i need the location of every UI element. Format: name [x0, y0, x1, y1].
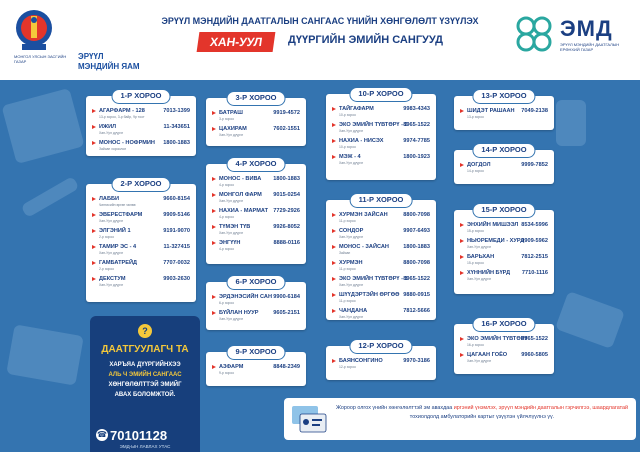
pharmacy-name: МОНОС - ЗАЙСАН [339, 244, 389, 250]
khoroo-label: 14-Р ХОРОО [472, 143, 535, 158]
pharmacy-entry [460, 162, 548, 174]
pharmacy-entry [332, 106, 430, 118]
pharmacy-address: Хан-Уул дүүрэг [99, 250, 124, 255]
pharmacy-entry [460, 270, 548, 282]
id-cards-icon [290, 402, 328, 436]
pill-pack-decoration [1, 88, 84, 164]
pharmacy-address: 12-р хороо [339, 364, 356, 369]
pharmacy-name: ХУРМЭН [339, 260, 363, 266]
bullet-arrow-icon [212, 193, 216, 197]
pharmacy-entry [212, 310, 300, 322]
pharmacy-name: ХҮННИЙН БҮРД [467, 270, 511, 276]
bullet-arrow-icon [212, 177, 216, 181]
pharmacy-entry [212, 126, 300, 138]
pharmacy-entry [460, 352, 548, 364]
bullet-arrow-icon [332, 107, 336, 111]
pharmacy-entry [460, 108, 548, 120]
emd-logo-subtitle: ЭРҮҮЛ МЭНДИЙН ДААТГАЛЫН ЕРӨНХИЙ ГАЗАР [560, 42, 620, 52]
pharmacy-entry [212, 224, 300, 236]
pharmacy-phone[interactable]: 9909-5146 [163, 212, 190, 218]
khoroo-card [454, 145, 554, 184]
pharmacy-name: ЭНГҮҮН [219, 240, 241, 246]
info-line-highlight: АЛЬ Ч ЭМИЙН САНГААС [108, 372, 182, 378]
bullet-arrow-icon [92, 213, 96, 217]
pharmacy-phone[interactable]: 9900-6184 [273, 294, 300, 300]
bullet-arrow-icon [332, 213, 336, 217]
bullet-arrow-icon [460, 255, 464, 259]
khoroo-label: 11-Р ХОРОО [350, 193, 413, 208]
pharmacy-address: Зайсан [339, 250, 351, 255]
pharmacy-address: Хан-Уул дүүрэг [339, 314, 364, 319]
pharmacy-phone[interactable]: 7729-2926 [273, 208, 300, 214]
khoroo-card [86, 91, 196, 156]
pharmacy-phone[interactable]: 8848-2349 [273, 364, 300, 370]
khoroo-label: 4-Р ХОРОО [227, 157, 286, 172]
pharmacy-phone[interactable]: 9015-0254 [273, 192, 300, 198]
capsule-decoration [555, 291, 625, 349]
pharmacy-name: МОНОС - НОФРМИН [99, 140, 155, 146]
government-label: МОНГОЛ УЛСЫН ЗАСГИЙН ГАЗАР [14, 54, 67, 64]
pharmacy-name: ЭРДЭНЭСИЙН САН [219, 294, 272, 300]
pharmacy-address: Хан-Уул дүүрэг [219, 198, 244, 203]
ministry-name: ЭРҮҮЛ МЭНДИЙН ЯАМ [78, 52, 140, 71]
pharmacy-address: Хан-Уул дүүрэг [219, 316, 244, 321]
bullet-arrow-icon [92, 277, 96, 281]
phone-icon: ☎ [97, 430, 107, 439]
bullet-arrow-icon [460, 163, 464, 167]
pharmacy-name: ЛАББИ [99, 196, 120, 202]
pharmacy-address: Хан-Уул дүүрэг [467, 276, 492, 281]
khoroo-label: 9-Р ХОРОО [227, 345, 286, 360]
prescription-notice [284, 398, 636, 440]
syringe-decoration [21, 176, 80, 218]
emd-logo-icon [514, 14, 554, 54]
pharmacy-entry [92, 140, 190, 152]
bullet-arrow-icon [332, 293, 336, 297]
pharmacy-entry [92, 196, 190, 208]
pharmacy-name: МОНОС - ВИВА [219, 176, 262, 182]
khoroo-label: 10-Р ХОРОО [349, 87, 412, 102]
pharmacy-name: НАХИА - НИСЭХ [339, 138, 384, 144]
pharmacy-phone[interactable]: 9880-0915 [403, 292, 430, 298]
khoroo-label: 15-Р ХОРОО [472, 203, 535, 218]
pharmacy-entry [92, 244, 190, 256]
pharmacy-address: Хан-Уул дүүрэг [339, 128, 364, 133]
page-subtitle: ЭРҮҮЛ МЭНДИЙН ДААТГАЛЫН САНГААС ҮНИЙН ХӨНГӨЛӨЛТ ҮЗҮҮЛЭХ [161, 16, 479, 26]
khoroo-card [86, 179, 196, 302]
pharmacy-entry [332, 244, 430, 256]
info-line: АВАХ БОЛОМЖТОЙ. [114, 392, 176, 398]
pharmacy-phone[interactable]: 8800-7098 [403, 260, 430, 266]
bullet-arrow-icon [92, 245, 96, 249]
pharmacy-phone[interactable]: 9960-5805 [521, 352, 548, 358]
khoroo-card [326, 89, 436, 180]
pharmacy-address: Хан-Уул дүүрэг [339, 234, 364, 239]
pharmacy-entry [212, 208, 300, 220]
khoroo-card [454, 319, 554, 374]
pharmacy-phone[interactable]: 8965-1522 [403, 122, 430, 128]
pharmacy-name: ИЖИЛ [99, 124, 117, 130]
bullet-arrow-icon [460, 337, 464, 341]
pharmacy-phone[interactable]: 9974-7785 [403, 138, 430, 144]
header [0, 0, 640, 80]
khoroo-card [206, 277, 306, 330]
pharmacy-entry [92, 108, 190, 120]
bullet-arrow-icon [212, 295, 216, 299]
question-icon: ? [138, 324, 152, 338]
pharmacy-address: Хан-Уул дүүрэг [467, 244, 492, 249]
pharmacy-entry [332, 138, 430, 150]
pharmacy-entry [212, 294, 300, 306]
pharmacy-entry [332, 276, 430, 288]
pharmacy-phone[interactable]: 8888-0116 [273, 240, 300, 246]
pharmacy-name: ДЕКСТУМ [99, 276, 126, 282]
pharmacy-entry [92, 228, 190, 240]
blister-decoration [6, 324, 84, 385]
bullet-arrow-icon [212, 241, 216, 245]
pharmacy-address: 2-р хороо [99, 266, 115, 271]
pharmacy-phone[interactable]: 8800-7098 [403, 212, 430, 218]
pharmacy-name: ЦАГААН ГОЁО [467, 352, 508, 358]
pharmacy-phone[interactable]: 9970-3186 [403, 358, 430, 364]
pharmacy-phone[interactable]: 9926-8052 [273, 224, 300, 230]
pharmacy-entry [332, 292, 430, 304]
pharmacy-name: ЭЛГЭНИЙ 1 [99, 228, 131, 234]
bullet-arrow-icon [332, 277, 336, 281]
pharmacy-phone[interactable]: 7013-1399 [163, 108, 190, 114]
bullet-arrow-icon [212, 311, 216, 315]
khoroo-label: 3-Р ХОРОО [227, 91, 286, 106]
bullet-arrow-icon [92, 125, 96, 129]
pharmacy-phone[interactable]: 7602-1551 [273, 126, 300, 132]
pharmacy-entry [92, 260, 190, 272]
pharmacy-address: 15-р хороо [467, 228, 484, 233]
bullet-arrow-icon [460, 239, 464, 243]
pharmacy-entry [460, 238, 548, 250]
khoroo-card [206, 159, 306, 264]
pharmacy-entry [212, 192, 300, 204]
pharmacy-name: СОНДОР [339, 228, 364, 234]
pharmacy-entry [92, 212, 190, 224]
pill-bottle-decoration [556, 100, 586, 146]
pharmacy-phone[interactable]: 9660-8154 [163, 196, 190, 202]
khoroo-label: 13-Р ХОРОО [472, 89, 535, 104]
pharmacy-name: ГАМБАТРЕЙД [99, 260, 137, 266]
khoroo-card [454, 91, 554, 130]
pharmacy-address: 6-р хороо [219, 300, 235, 305]
pharmacy-name: АЗФАРМ [219, 364, 244, 370]
pharmacy-phone[interactable]: 11-327415 [163, 244, 190, 250]
bullet-arrow-icon [332, 309, 336, 313]
pharmacy-phone[interactable]: 8965-1522 [403, 276, 430, 282]
hotline-label: ЭМД-ЫН ЛАВЛАХ УТАС [119, 444, 171, 449]
pharmacy-name: ХУРМЭН ЗАЙСАН [339, 212, 388, 218]
khoroo-label: 12-Р ХОРОО [349, 339, 412, 354]
pharmacy-name: МОНГОЛ ФАРМ [219, 192, 262, 198]
pharmacy-entry [212, 240, 300, 252]
pharmacy-address: 4-р хороо [219, 246, 235, 251]
pharmacy-address: 11-р хороо [339, 266, 356, 271]
info-line: ХӨНГӨЛӨЛТТЭЙ ЭМИЙГ [108, 382, 182, 388]
pharmacy-name: БАЯНСОНГИНО [339, 358, 383, 364]
pharmacy-entry [92, 276, 190, 288]
pharmacy-address: Зайсан хороолол [99, 146, 127, 151]
bullet-arrow-icon [212, 111, 216, 115]
district-badge: ХАН-УУЛ [197, 32, 276, 52]
bullet-arrow-icon [332, 229, 336, 233]
pharmacy-address: 15-р хороо [467, 260, 484, 265]
pharmacy-address: Хан-Уул дүүрэг [467, 358, 492, 363]
bullet-arrow-icon [92, 141, 96, 145]
soyombo-emblem-icon [14, 8, 54, 52]
khoroo-label: 16-Р ХОРОО [472, 317, 535, 332]
pharmacy-name: ЭВЕРЕСТФАРМ [99, 212, 143, 218]
pharmacy-address: Хан-Уул дүүрэг [99, 282, 124, 287]
notice-text: Жороор олгох үнийн хөнгөлөлттэй эм авахдаа иргэний үнэмлэх, эрүүл мэндийн даатгалын гэрчилгээ, шаардлагатай тохиолдолд амбулаторийн картыг үзүүлэн үйлчлүүлнэ үү. [335, 405, 629, 420]
pharmacy-address: Хан-Уул дүүрэг [99, 218, 124, 223]
pharmacy-phone[interactable]: 7707-0032 [163, 260, 190, 266]
emd-logo-text: ЭМД [560, 16, 613, 41]
pharmacy-name: НАХИА - МАРМАТ [219, 208, 269, 214]
pharmacy-phone[interactable]: 11-343651 [163, 124, 190, 130]
pharmacy-name: ШҮҮДЭРТЭЙН ӨРГӨӨ [339, 292, 400, 298]
khoroo-card [206, 347, 306, 386]
khoroo-card [454, 205, 554, 294]
pharmacy-name: ЭКО ЭМИЙН ТҮВТӨРҮ - 2 [339, 122, 408, 128]
pharmacy-entry [212, 364, 300, 376]
bullet-arrow-icon [332, 359, 336, 363]
pharmacy-address: 11-р хороо [339, 298, 356, 303]
bullet-arrow-icon [332, 123, 336, 127]
bullet-arrow-icon [92, 229, 96, 233]
bullet-arrow-icon [460, 271, 464, 275]
pharmacy-phone[interactable]: 7710-1116 [521, 270, 548, 276]
pharmacy-name: БҮЙЛАН НУУР [219, 310, 259, 316]
pharmacy-address: 4-р хороо [219, 182, 235, 187]
pharmacy-address: 13-р хороо, 3-р байр, 9р тоот [99, 114, 145, 119]
pharmacy-entry [332, 212, 430, 224]
pharmacy-entry [92, 124, 190, 136]
bullet-arrow-icon [92, 197, 96, 201]
pharmacy-phone[interactable]: 1800-1883 [403, 244, 430, 250]
pharmacy-entry [212, 176, 300, 188]
pharmacy-name: НЬЮРЕМЕДИ - ХУРД [467, 238, 525, 244]
pharmacy-phone[interactable]: 1800-1883 [273, 176, 300, 182]
khoroo-card [206, 93, 306, 146]
pharmacy-address: Хан-Уул дүүрэг [219, 132, 244, 137]
pharmacy-address: 3-р хороо [219, 116, 235, 121]
pharmacy-name: БАРЬХАН [467, 254, 495, 260]
pharmacy-address: Хан-Уул дүүрэг [339, 160, 364, 165]
pharmacy-address: 11-р хороо [339, 218, 356, 223]
bullet-arrow-icon [212, 209, 216, 213]
insured-title: ДААТГУУЛАГЧ ТА [101, 344, 189, 355]
pharmacy-entry [460, 254, 548, 266]
pharmacy-address: 4-р хороо [219, 214, 235, 219]
pharmacy-entry [332, 260, 430, 272]
pharmacy-phone[interactable]: 9605-2151 [273, 310, 300, 316]
pharmacy-phone[interactable]: 9907-6493 [403, 228, 430, 234]
hotline-number[interactable]: 70101128 [110, 428, 168, 443]
bullet-arrow-icon [92, 109, 96, 113]
info-line: ХАРЪЯА ДҮҮРГИЙНХЭЭ [109, 362, 181, 368]
pharmacy-phone[interactable]: 7812-5666 [403, 308, 430, 314]
khoroo-label: 1-Р ХОРОО [112, 89, 171, 104]
bullet-arrow-icon [332, 261, 336, 265]
khoroo-card [326, 195, 436, 320]
pharmacy-name: БАТРАШ [219, 110, 243, 116]
pharmacy-name: ТАМИР ЭС - 4 [99, 244, 137, 250]
khoroo-card [326, 341, 436, 380]
pharmacy-phone[interactable]: 9983-4343 [403, 106, 430, 112]
pharmacy-address: 13-р хороо [467, 114, 484, 119]
pharmacy-entry [332, 358, 430, 370]
pharmacy-entry [460, 222, 548, 234]
pharmacy-name: ЦАХИРАМ [219, 126, 247, 132]
pharmacy-name: ЭНХИЙН МИШЭЭЛ [467, 222, 519, 228]
pharmacy-phone[interactable]: 9919-4572 [273, 110, 300, 116]
bullet-arrow-icon [212, 127, 216, 131]
pharmacy-entry [332, 154, 430, 166]
bullet-arrow-icon [332, 155, 336, 159]
pharmacy-phone[interactable]: 1800-1923 [403, 154, 430, 160]
pharmacy-address: 14-р хороо [467, 168, 484, 173]
pharmacy-name: ЭКО ЭМИЙН ТҮВТӨРҮ [467, 336, 528, 342]
pharmacy-address: Чингисийн өргөн чөлөө [99, 202, 136, 207]
pharmacy-name: ЭКО ЭМИЙН ТҮВТӨРҮ - 1 [339, 276, 408, 282]
pharmacy-address: 10-р хороо [339, 112, 356, 117]
pharmacy-phone[interactable]: 8965-1522 [521, 336, 548, 342]
pharmacy-address: Хан-Уул дүүрэг [99, 130, 124, 135]
pharmacy-name: ТАЙГАФАРМ [339, 106, 374, 112]
pharmacy-name: ШИДЭТ РАШААН [467, 108, 515, 114]
bullet-arrow-icon [332, 245, 336, 249]
pharmacy-name: ЧАНДАНА [339, 308, 368, 314]
bullet-arrow-icon [460, 353, 464, 357]
pharmacy-entry [332, 122, 430, 134]
bullet-arrow-icon [460, 109, 464, 113]
pharmacy-address: Хан-Уул дүүрэг [339, 282, 364, 287]
pharmacy-phone[interactable]: 9909-5962 [521, 238, 548, 244]
pharmacy-phone[interactable]: 1800-1883 [163, 140, 190, 146]
page-title: ДҮҮРГИЙН ЭМИЙН САНГУУД [288, 34, 444, 46]
pharmacy-address: Хан-Уул дүүрэг [219, 230, 244, 235]
pharmacy-phone[interactable]: 8534-5996 [521, 222, 548, 228]
bullet-arrow-icon [460, 223, 464, 227]
pharmacy-entry [212, 110, 300, 122]
bullet-arrow-icon [92, 261, 96, 265]
pharmacy-phone[interactable]: 7812-2515 [521, 254, 548, 260]
bullet-arrow-icon [332, 139, 336, 143]
pharmacy-name: АГАРФАРМ - 128 [99, 108, 145, 114]
pharmacy-address: 10-р хороо [339, 144, 356, 149]
pharmacy-phone[interactable]: 7049-2138 [521, 108, 548, 114]
khoroo-label: 2-Р ХОРОО [112, 177, 171, 192]
pharmacy-address: 2-р хороо [99, 234, 115, 239]
pharmacy-phone[interactable]: 9903-2630 [163, 276, 190, 282]
pharmacy-entry [332, 308, 430, 320]
pharmacy-phone[interactable]: 9999-7852 [521, 162, 548, 168]
pharmacy-name: МЭЖ - 4 [339, 154, 361, 160]
pharmacy-address: 16-р хороо [467, 342, 484, 347]
insured-info-panel [90, 316, 200, 452]
khoroo-label: 6-Р ХОРОО [227, 275, 286, 290]
pharmacy-name: ТҮМЭН ТҮВ [219, 224, 251, 230]
bullet-arrow-icon [212, 365, 216, 369]
pharmacy-address: 9-р хороо [219, 370, 235, 375]
bullet-arrow-icon [212, 225, 216, 229]
pharmacy-entry [460, 336, 548, 348]
pharmacy-entry [332, 228, 430, 240]
pharmacy-phone[interactable]: 9191-9070 [163, 228, 190, 234]
pharmacy-name: ДОГДОЛ [467, 162, 491, 168]
